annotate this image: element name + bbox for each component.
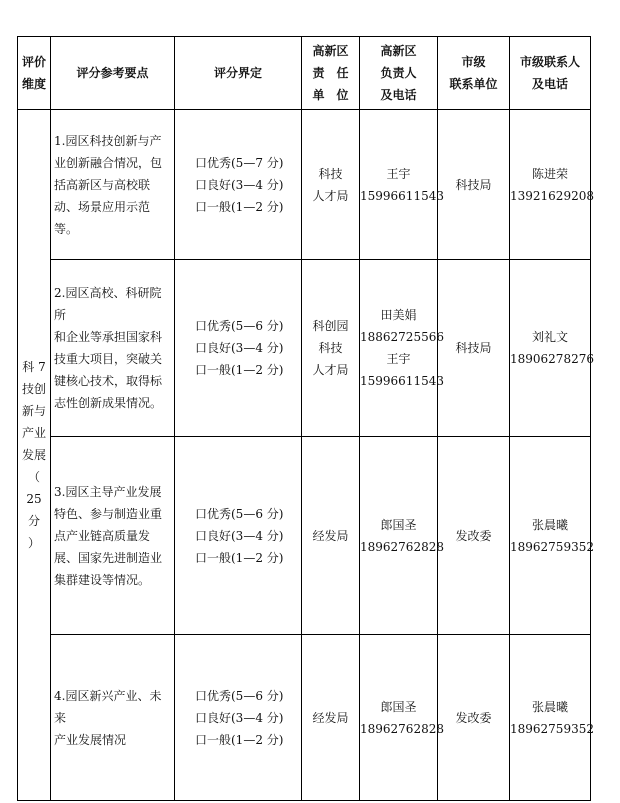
evaluation-table	[17, 36, 594, 801]
city-unit-cell: 发改委	[438, 635, 510, 801]
city-unit-cell: 科技局	[438, 110, 510, 260]
zone-unit-cell: 科创园 科技 人才局	[302, 260, 360, 437]
scoring-cell: 口优秀(5—7 分) 口良好(3—4 分) 口一般(1—2 分)	[175, 110, 302, 260]
header-zone-unit: 高新区 责 任 单 位	[302, 37, 360, 110]
dimension-cell: 科 7 技创 新与 产业 发展 （ 25 分 ）	[18, 110, 51, 801]
zone-contact-cell: 王宇 15996611543	[360, 110, 438, 260]
points-cell: 1.园区科技创新与产 业创新融合情况，包 括高新区与高校联 动、场景应用示范等。	[51, 110, 175, 260]
city-unit-cell: 发改委	[438, 437, 510, 635]
zone-unit-cell: 经发局	[302, 635, 360, 801]
header-city-contact: 市级联系人 及电话	[510, 37, 591, 110]
table-row	[18, 437, 591, 635]
points-cell: 3.园区主导产业发展 特色、参与制造业重 点产业链高质量发 展、国家先进制造业 集群建设等情况。	[51, 437, 175, 635]
city-unit-cell: 科技局	[438, 260, 510, 437]
scoring-cell: 口优秀(5—6 分) 口良好(3—4 分) 口一般(1—2 分)	[175, 635, 302, 801]
points-cell: 4.园区新兴产业、未来 产业发展情况	[51, 635, 175, 801]
zone-contact-cell: 郎国圣 18962762828	[360, 437, 438, 635]
points-cell: 2.园区高校、科研院所 和企业等承担国家科 技重大项目，突破关 键核心技术，取得标 志性创新成果情况。	[51, 260, 175, 437]
zone-unit-cell: 科技 人才局	[302, 110, 360, 260]
scoring-cell: 口优秀(5—6 分) 口良好(3—4 分) 口一般(1—2 分)	[175, 437, 302, 635]
city-contact-cell: 张晨曦 18962759352	[510, 437, 591, 635]
city-contact-cell: 陈进荣 13921629208	[510, 110, 591, 260]
header-row	[18, 37, 591, 110]
city-contact-cell: 张晨曦 18962759352	[510, 635, 591, 801]
zone-contact-cell: 田美娟 18862725566 王宇 15996611543	[360, 260, 438, 437]
zone-contact-cell: 郎国圣 18962762828	[360, 635, 438, 801]
header-dimension: 评价 维度	[18, 37, 51, 110]
zone-unit-cell: 经发局	[302, 437, 360, 635]
header-city-unit: 市级 联系单位	[438, 37, 510, 110]
table-row	[18, 260, 591, 437]
scoring-cell: 口优秀(5—6 分) 口良好(3—4 分) 口一般(1—2 分)	[175, 260, 302, 437]
city-contact-cell: 刘礼文 18906278276	[510, 260, 591, 437]
header-points: 评分参考要点	[51, 37, 175, 110]
table-row	[18, 110, 591, 260]
header-scoring: 评分界定	[175, 37, 302, 110]
table-row	[18, 635, 591, 801]
header-zone-contact: 高新区 负责人 及电话	[360, 37, 438, 110]
